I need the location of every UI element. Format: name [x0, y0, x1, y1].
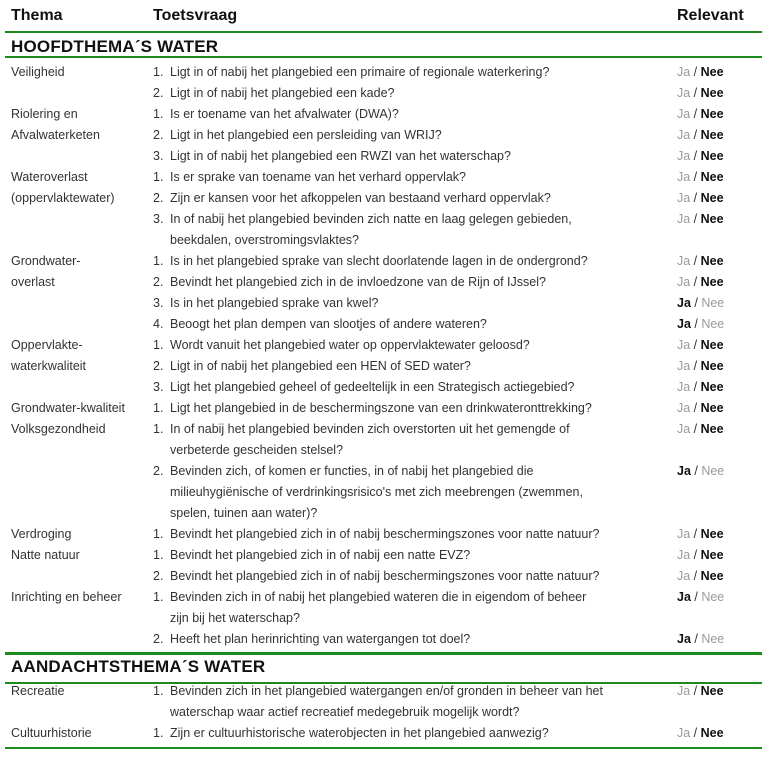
relevance-answer: [677, 629, 724, 650]
answer-no: Nee: [700, 170, 724, 184]
answer-yes: Ja: [677, 275, 691, 289]
relevance-answer: [677, 83, 724, 104]
answer-no: Nee: [700, 254, 724, 268]
question-text: [170, 545, 670, 566]
relevance-answer: [677, 377, 724, 398]
question-text: [170, 461, 670, 524]
answer-separator: /: [690, 590, 702, 604]
theme-label: Afvalwaterketen: [11, 128, 100, 142]
question-line: Beoogt het plan dempen van slootjes of andere wateren?: [170, 317, 487, 331]
question-number: 1.: [153, 684, 164, 698]
answer-separator: /: [690, 527, 701, 541]
answer-no: Nee: [700, 191, 724, 205]
question-line: Ligt in of nabij het plangebied een primaire of regionale waterkering?: [170, 65, 550, 79]
question-text: [170, 251, 670, 272]
answer-no: Nee: [700, 359, 724, 373]
answer-yes: Ja: [677, 338, 691, 352]
relevance-answer: [677, 681, 724, 702]
answer-no: Nee: [701, 632, 725, 646]
answer-separator: /: [690, 338, 701, 352]
answer-separator: /: [690, 401, 701, 415]
theme-cell: [11, 335, 151, 356]
answer-no: Nee: [700, 422, 724, 436]
theme-label: Inrichting en beheer: [11, 590, 122, 604]
answer-yes: Ja: [677, 254, 691, 268]
answer-yes: Ja: [677, 107, 691, 121]
answer-yes: Ja: [677, 191, 691, 205]
question-number: 1.: [153, 422, 164, 436]
answer-no: Nee: [701, 590, 725, 604]
question-number: 1.: [153, 338, 164, 352]
theme-cell: [11, 167, 151, 188]
relevance-answer: [677, 188, 724, 209]
answer-separator: /: [690, 254, 701, 268]
question-number: 1.: [153, 726, 164, 740]
theme-cell: [11, 398, 151, 419]
question-line: Ligt in of nabij het plangebied een HEN of SED water?: [170, 359, 471, 373]
question-number: 1.: [153, 65, 164, 79]
theme-cell: [11, 104, 151, 125]
column-header-theme: Thema: [11, 7, 63, 24]
answer-yes: Ja: [677, 65, 691, 79]
answer-separator: /: [690, 191, 701, 205]
relevance-answer: [677, 125, 724, 146]
theme-cell: [11, 272, 151, 293]
question-number: 2.: [153, 632, 164, 646]
question-line: Is er toename van het afvalwater (DWA)?: [170, 107, 399, 121]
question-line: Ligt in of nabij het plangebied een kade?: [170, 86, 395, 100]
answer-separator: /: [690, 380, 701, 394]
question-line: Ligt het plangebied geheel of gedeeltelijk in een Strategisch actiegebied?: [170, 380, 575, 394]
section-top-rule: [5, 652, 762, 655]
answer-yes: Ja: [677, 86, 691, 100]
section-title: HOOFDTHEMA´S WATER: [11, 37, 219, 56]
question-line: Heeft het plan herinrichting van watergangen tot doel?: [170, 632, 471, 646]
theme-cell: [11, 251, 151, 272]
question-line: Bevindt het plangebied zich in of nabij een natte EVZ?: [170, 548, 471, 562]
answer-separator: /: [690, 296, 702, 310]
question-number: 3.: [153, 212, 164, 226]
relevance-answer: [677, 419, 724, 440]
answer-separator: /: [690, 65, 701, 79]
question-number: 1.: [153, 170, 164, 184]
answer-separator: /: [690, 569, 701, 583]
relevance-answer: [677, 293, 724, 314]
answer-no: Nee: [701, 317, 725, 331]
question-number: 2.: [153, 86, 164, 100]
question-text: [170, 566, 670, 587]
theme-label: Cultuurhistorie: [11, 726, 92, 740]
question-number: 2.: [153, 464, 164, 478]
theme-cell: [11, 62, 151, 83]
question-text: [170, 188, 670, 209]
question-text: [170, 209, 670, 251]
question-line: milieuhygiënische of verdrinkingsrisico's met zich meebrengen (zwemmen,: [170, 485, 583, 499]
answer-yes: Ja: [677, 548, 691, 562]
question-line: Ligt in het plangebied een persleiding van WRIJ?: [170, 128, 442, 142]
answer-no: Nee: [700, 212, 724, 226]
relevance-answer: [677, 314, 724, 335]
answer-separator: /: [690, 275, 701, 289]
question-number: 1.: [153, 590, 164, 604]
relevance-answer: [677, 251, 724, 272]
question-text: [170, 335, 670, 356]
answer-yes: Ja: [677, 296, 691, 310]
answer-yes: Ja: [677, 632, 691, 646]
question-text: [170, 356, 670, 377]
question-text: [170, 104, 670, 125]
question-line: In of nabij het plangebied bevinden zich overstorten uit het gemengde of: [170, 422, 570, 436]
question-line: waterschap waar actief recreatief medegebruik mogelijk wordt?: [170, 705, 520, 719]
answer-separator: /: [690, 170, 701, 184]
section-rule: [5, 682, 762, 684]
theme-cell: [11, 188, 151, 209]
relevance-answer: [677, 209, 724, 230]
question-line: Zijn er kansen voor het afkoppelen van bestaand verhard oppervlak?: [170, 191, 551, 205]
answer-no: Nee: [700, 338, 724, 352]
answer-separator: /: [690, 149, 701, 163]
theme-cell: [11, 587, 151, 608]
relevance-answer: [677, 723, 724, 744]
answer-yes: Ja: [677, 128, 691, 142]
answer-yes: Ja: [677, 422, 691, 436]
theme-label: Verdroging: [11, 527, 72, 541]
question-text: [170, 272, 670, 293]
question-number: 1.: [153, 254, 164, 268]
question-text: [170, 419, 670, 461]
answer-no: Nee: [700, 107, 724, 121]
answer-yes: Ja: [677, 527, 691, 541]
theme-label: Recreatie: [11, 684, 65, 698]
question-text: [170, 314, 670, 335]
question-line: Bevinden zich in of nabij het plangebied wateren die in eigendom of beheer: [170, 590, 587, 604]
answer-separator: /: [690, 86, 701, 100]
answer-yes: Ja: [677, 170, 691, 184]
question-number: 2.: [153, 569, 164, 583]
theme-label: Natte natuur: [11, 548, 80, 562]
theme-label: Veiligheid: [11, 65, 65, 79]
question-number: 2.: [153, 128, 164, 142]
answer-separator: /: [690, 548, 701, 562]
theme-label: Wateroverlast: [11, 170, 88, 184]
question-line: Wordt vanuit het plangebied water op oppervlaktewater geloosd?: [170, 338, 530, 352]
question-text: [170, 587, 670, 629]
answer-separator: /: [690, 422, 701, 436]
relevance-answer: [677, 545, 724, 566]
question-line: zijn bij het waterschap?: [170, 611, 300, 625]
answer-no: Nee: [700, 275, 724, 289]
theme-cell: [11, 681, 151, 702]
question-number: 2.: [153, 191, 164, 205]
answer-no: Nee: [700, 527, 724, 541]
relevance-answer: [677, 524, 724, 545]
answer-no: Nee: [700, 65, 724, 79]
section-rule: [5, 56, 762, 58]
column-header-relevant: Relevant: [677, 7, 744, 24]
question-line: Ligt het plangebied in de beschermingszone van een drinkwateronttrekking?: [170, 401, 592, 415]
answer-separator: /: [690, 632, 702, 646]
question-line: Bevindt het plangebied zich in of nabij beschermingszones voor natte natuur?: [170, 569, 600, 583]
question-line: Is in het plangebied sprake van slecht doorlatende lagen in de ondergrond?: [170, 254, 588, 268]
answer-yes: Ja: [677, 149, 691, 163]
question-line: Bevindt het plangebied zich in of nabij beschermingszones voor natte natuur?: [170, 527, 600, 541]
header-rule: [5, 31, 762, 33]
question-number: 4.: [153, 317, 164, 331]
answer-separator: /: [690, 726, 701, 740]
theme-label: Grondwater-: [11, 254, 81, 268]
answer-no: Nee: [700, 380, 724, 394]
answer-yes: Ja: [677, 380, 691, 394]
answer-no: Nee: [701, 296, 725, 310]
question-text: [170, 125, 670, 146]
answer-no: Nee: [700, 149, 724, 163]
answer-yes: Ja: [677, 212, 691, 226]
question-number: 3.: [153, 296, 164, 310]
question-line: Bevinden zich in het plangebied watergangen en/of gronden in beheer van het: [170, 684, 603, 698]
question-text: [170, 681, 670, 723]
question-text: [170, 146, 670, 167]
theme-label: waterkwaliteit: [11, 359, 87, 373]
question-text: [170, 398, 670, 419]
theme-cell: [11, 524, 151, 545]
answer-no: Nee: [700, 401, 724, 415]
answer-separator: /: [690, 317, 702, 331]
relevance-answer: [677, 146, 724, 167]
relevance-answer: [677, 335, 724, 356]
question-line: verbeterde gescheiden stelsel?: [170, 443, 344, 457]
question-number: 1.: [153, 527, 164, 541]
answer-separator: /: [690, 359, 701, 373]
relevance-answer: [677, 356, 724, 377]
question-line: In of nabij het plangebied bevinden zich natte en laag gelegen gebieden,: [170, 212, 572, 226]
answer-no: Nee: [701, 464, 725, 478]
question-number: 2.: [153, 359, 164, 373]
theme-label: Riolering en: [11, 107, 78, 121]
theme-label: (oppervlaktewater): [11, 191, 115, 205]
relevance-answer: [677, 272, 724, 293]
answer-separator: /: [690, 212, 701, 226]
question-number: 1.: [153, 548, 164, 562]
question-line: Ligt in of nabij het plangebied een RWZI van het waterschap?: [170, 149, 511, 163]
answer-no: Nee: [700, 86, 724, 100]
question-line: Bevinden zich, of komen er functies, in of nabij het plangebied die: [170, 464, 534, 478]
question-line: Is er sprake van toename van het verhard oppervlak?: [170, 170, 467, 184]
relevance-answer: [677, 398, 724, 419]
theme-cell: [11, 356, 151, 377]
answer-no: Nee: [700, 548, 724, 562]
table-bottom-rule: [5, 747, 762, 749]
relevance-answer: [677, 167, 724, 188]
answer-no: Nee: [700, 569, 724, 583]
question-text: [170, 377, 670, 398]
theme-label: Volksgezondheid: [11, 422, 106, 436]
answer-no: Nee: [700, 684, 724, 698]
question-text: [170, 167, 670, 188]
theme-cell: [11, 125, 151, 146]
question-number: 3.: [153, 380, 164, 394]
answer-yes: Ja: [677, 726, 691, 740]
answer-separator: /: [690, 464, 702, 478]
answer-yes: Ja: [677, 569, 691, 583]
question-text: [170, 62, 670, 83]
section-title: AANDACHTSTHEMA´S WATER: [11, 657, 266, 676]
answer-yes: Ja: [677, 464, 691, 478]
question-text: [170, 629, 670, 650]
question-number: 2.: [153, 275, 164, 289]
answer-yes: Ja: [677, 359, 691, 373]
question-line: Bevindt het plangebied zich in de invloedzone van de Rijn of IJssel?: [170, 275, 546, 289]
relevance-answer: [677, 104, 724, 125]
relevance-answer: [677, 62, 724, 83]
question-text: [170, 293, 670, 314]
question-line: Zijn er cultuurhistorische waterobjecten in het plangebied aanwezig?: [170, 726, 549, 740]
theme-label: overlast: [11, 275, 55, 289]
theme-cell: [11, 723, 151, 744]
question-line: Is in het plangebied sprake van kwel?: [170, 296, 379, 310]
answer-separator: /: [690, 107, 701, 121]
answer-no: Nee: [700, 128, 724, 142]
answer-no: Nee: [700, 726, 724, 740]
answer-separator: /: [690, 684, 701, 698]
column-header-question: Toetsvraag: [153, 7, 238, 24]
question-text: [170, 723, 670, 744]
theme-label: Oppervlakte-: [11, 338, 83, 352]
question-number: 1.: [153, 401, 164, 415]
question-text: [170, 524, 670, 545]
question-text: [170, 83, 670, 104]
answer-separator: /: [690, 128, 701, 142]
theme-label: Grondwater-kwaliteit: [11, 401, 125, 415]
question-line: spelen, tuinen aan water)?: [170, 506, 318, 520]
answer-yes: Ja: [677, 590, 691, 604]
relevance-answer: [677, 587, 724, 608]
answer-yes: Ja: [677, 401, 691, 415]
question-line: beekdalen, overstromingsvlaktes?: [170, 233, 359, 247]
relevance-answer: [677, 566, 724, 587]
theme-cell: [11, 545, 151, 566]
question-number: 1.: [153, 107, 164, 121]
question-number: 3.: [153, 149, 164, 163]
relevance-answer: [677, 461, 724, 482]
answer-yes: Ja: [677, 684, 691, 698]
theme-cell: [11, 419, 151, 440]
answer-yes: Ja: [677, 317, 691, 331]
